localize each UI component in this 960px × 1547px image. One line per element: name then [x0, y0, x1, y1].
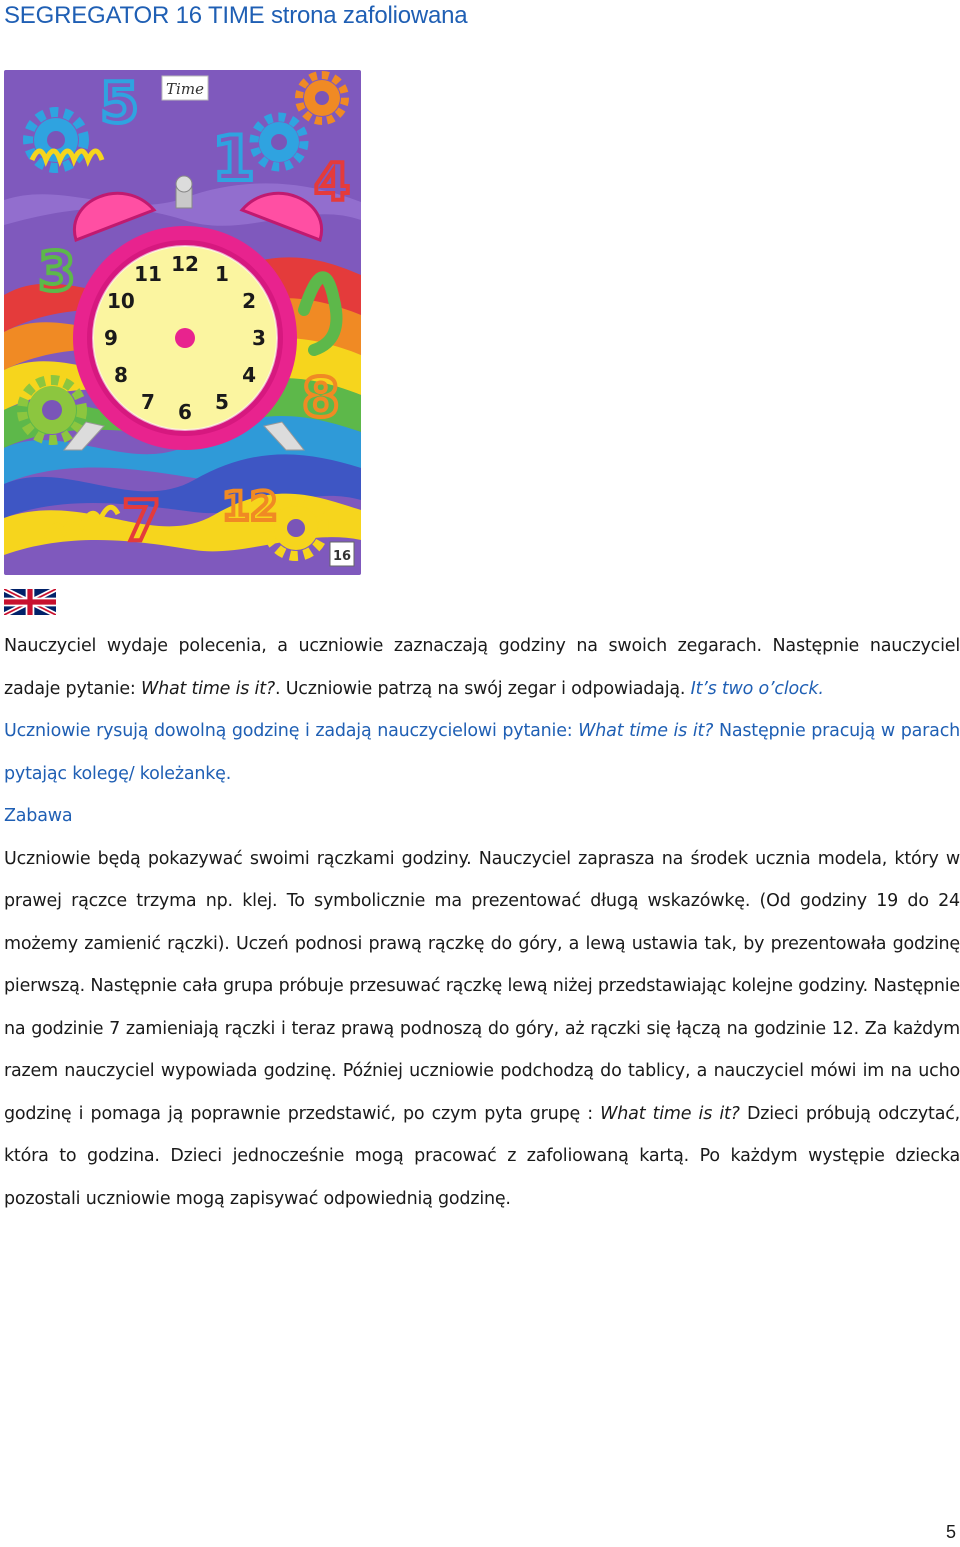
game-paragraph: Uczniowie będą pokazywać swoimi rączkami godziny. Nauczyciel zaprasza na środek ucznia modela, który w prawej rączce trzyma np. klej. To symbolicznie ma prezentować długą wskazówkę. (Od godziny 19 do 24 możemy zamienić rączki). Uczeń podnosi prawą rączkę do góry, a lewą ustawia tak, by prezentowała godzinę pierwszą. Następnie cała grupa próbuje przesuwać rączkę lewą niżej przedstawiając kolejne godziny. Następnie na godzinie 7 zamieniają rączki i teraz prawą podnoszą do góry, aż rączki się łączą na godzinie 12. Za każdym razem nauczyciel wypowiada godzinę. Później uczniowie podchodzą do tablicy, a nauczyciel mówi im na ucho godzinę i pomaga ją poprawnie przedstawić, po czym pyta grupę : What time is it? Dzieci próbują odczytać, która to godzina. Dzieci jednocześnie mogą pracować z zafoliowaną kartą. Po każdym występie dziecka pozostali uczniowie mogą zapisywać odpowiednią godzinę.	[4, 848, 960, 1209]
clock-number: 11	[134, 261, 162, 286]
clock-number: 5	[215, 390, 229, 415]
floating-number: 7	[122, 489, 161, 554]
uk-flag-icon	[4, 589, 56, 615]
clock-number: 3	[252, 326, 266, 350]
section-heading: Zabawa	[4, 806, 73, 826]
floating-number: 1	[212, 122, 256, 195]
clock-number: 8	[113, 363, 128, 387]
question-text: What time is it?	[600, 1103, 740, 1124]
floating-number: 12	[222, 484, 278, 530]
gear-icon	[299, 75, 345, 121]
intro-section	[4, 625, 960, 1220]
clock-number: 7	[141, 390, 155, 415]
clock-number: 12	[171, 252, 199, 276]
clock-number: 4	[242, 363, 257, 387]
page-number: 5	[945, 1522, 956, 1542]
cover-page-badge: 16	[332, 549, 352, 564]
question-text: What time is it?	[578, 721, 714, 741]
page-title: SEGREGATOR 16 TIME strona zafoliowana	[4, 2, 468, 29]
answer-text: It’s two o’clock.	[690, 678, 824, 699]
question-text: What time is it?	[140, 678, 275, 699]
clock-number: 6	[178, 400, 192, 424]
intro-paragraph-1: Nauczyciel wydaje polecenia, a uczniowie zaznaczają godziny na swoich zegarach. Następnie nauczyciel zadaje pytanie: What time is it?. Uczniowie patrzą na swój zegar i odpowiadają. It’s two o’clock.	[4, 636, 960, 699]
floating-number: 3	[38, 240, 76, 303]
cover-illustration	[4, 70, 361, 575]
floating-number: 8	[302, 366, 340, 429]
intro-paragraph-2: Uczniowie rysują dowolną godzinę i zadają nauczycielowi pytanie: What time is it? Następnie pracują w parach pytając kolegę/ koleżankę.	[4, 721, 960, 784]
cover-title-label: Time	[166, 80, 204, 98]
clock-number: 9	[104, 326, 118, 350]
clock-number: 10	[106, 289, 135, 313]
gear-icon	[254, 117, 304, 167]
floating-number: 4	[314, 153, 351, 213]
clock-number: 2	[242, 289, 257, 313]
floating-number: 5	[100, 71, 139, 136]
clock-number: 1	[215, 261, 229, 286]
